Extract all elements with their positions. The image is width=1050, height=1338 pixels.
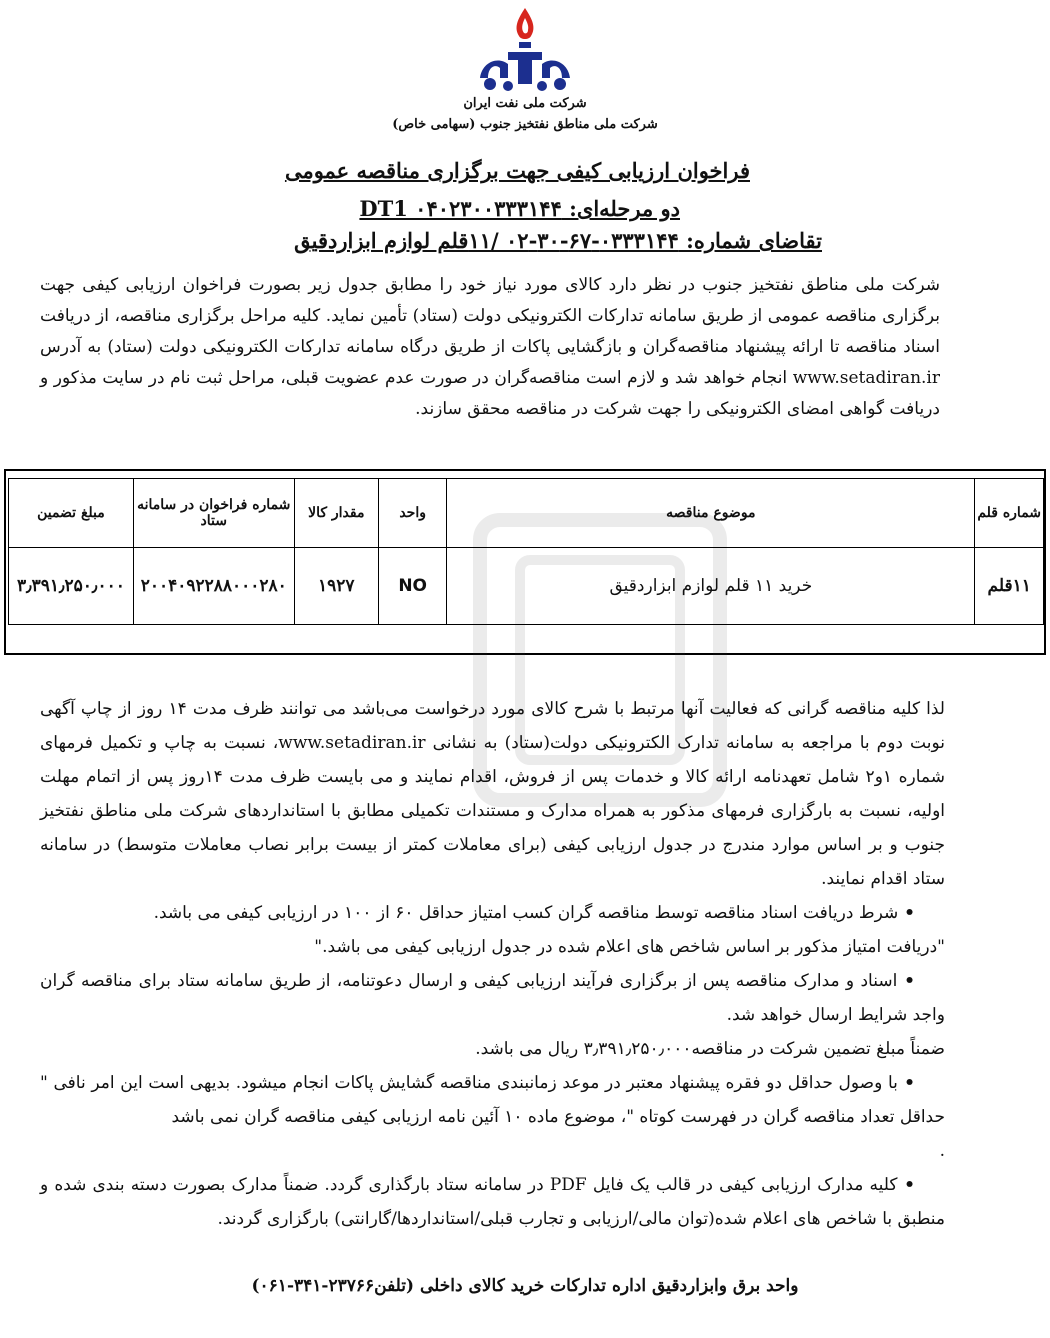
cell-setad-no: ۲۰۰۴۰۹۲۲۸۸۰۰۰۲۸۰ [133, 548, 294, 625]
notice-title: فراخوان ارزیابی کیفی جهت برگزاری مناقصه عمومی [284, 158, 750, 183]
header-item-no: شماره قلم [975, 479, 1044, 548]
cell-subject: خرید ۱۱ قلم لوازم ابزاردقیق [447, 548, 975, 625]
footer-contact: واحد برق وابزاردقیق اداره تدارکات خرید کالای داخلی (تلفن۲۳۷۶۶-۳۴۱-۰۶۱) [251, 1276, 799, 1296]
stage-number: دو مرحله‌ای: DT1 ۰۴۰۲۳۰۰۳۳۳۱۴۴ [359, 196, 680, 221]
request-number: تقاضای شماره: ۰۳۳۳۱۴۴-۶۷-۳۰-۰۲ /۱۱قلم لوازم ابزاردقیق [294, 228, 822, 253]
bullet-condition-note: "دریافت امتیاز مذکور بر اساس شاخص های اعلام شده در جدول ارزیابی کیفی می باشد." [314, 937, 945, 957]
intro-paragraph: شرکت ملی مناطق نفتخیز جنوب در نظر دارد کالای مورد نیاز خود را مطابق جدول زیر بصورت فراخوان ارزیابی کیفی جهت برگزاری مناقصه عمومی از طریق سامانه تدارکات الکترونیکی دولت (ستاد) تأمین نماید. کلیه مراحل برگزاری مناقصه، از دریافت اسناد مناقصه تا ارائه پیشنهاد مناقصه‌گران و بازگشایی پاکات از طریق درگاه سامانه تدارکات الکترونیکی دولت (ستاد) به آدرس www.setadiran.ir انجام خواهد شد و لازم است مناقصه‌گران در صورت عدم عضویت قبلی، مراحل ثبت نام در سایت مذکور و دریافت گواهی امضای الکترونیکی را جهت شرکت در مناقصه محقق سازند. [40, 275, 940, 419]
paragraph-main: لذا کلیه مناقصه گرانی که فعالیت آنها مرتبط با شرح کالای مورد درخواست می‌باشد می توانند ظرف مدت ۱۴ روز از چاپ آگهی نوبت دوم با مراجعه به سامانه تدارک الکترونیکی دولت(ستاد) به نشانی www.setadiran.ir، نسبت به چاپ و تکمیل فرمهای شماره ۱و۲ شامل تعهدنامه ارائه کالا و خدمات پس از فروش، اقدام نمایند و می بایست ظرف مدت ۱۴روز پس از اتمام مهلت اولیه، نسبت به بارگزاری فرمهای مذکور به همراه مدارک و مستندات تکمیلی مطابق با استانداردهای شرکت ملی مناطق نفتخیز جنوب و بر اساس موارد مندرج در جدول ارزیابی کیفی (برای معاملات کمتر از بیست برابر نصاب معاملات متوسط) در سامانه ستاد اقدام نمایند. [40, 699, 945, 889]
company-name: شرکت ملی نفت ایران [463, 96, 587, 111]
bullet-pdf: • کلیه مدارک ارزیابی کیفی در قالب یک فایل PDF در سامانه ستاد بارگذاری گردد. ضمناً مدارک بصورت دسته بندی شده و منطبق با شاخص های اعلام شده(توان مالی/ارزیابی و تجارب قبلی/استانداردها/گارانتی) بارگزاری گردند. [40, 1168, 945, 1236]
body-text [40, 692, 945, 1236]
company-subname: شرکت ملی مناطق نفتخیز جنوب (سهامی خاص) [392, 117, 658, 132]
cell-quantity: ۱۹۲۷ [294, 548, 378, 625]
cell-item-no: ۱۱قلم [975, 548, 1044, 625]
header-setad-no: شماره فراخوان در سامانه ستاد [133, 479, 294, 548]
table-header-row [9, 479, 1044, 548]
cell-unit: NO [378, 548, 446, 625]
bullet-condition: • شرط دریافت اسناد مناقصه توسط مناقصه گران کسب امتیاز حداقل ۶۰ از ۱۰۰ در ارزیابی کیفی می باشد. [40, 896, 945, 930]
bullet-opening: • با وصول حداقل دو فقره پیشنهاد معتبر در موعد زمانبندی مناقصه گشایش پاکات انجام میشود. بدیهی است این امر نافی " حداقل تعداد مناقصه گران در فهرست کوتاه "، موضوع ماده ۱۰ آئین نامه ارزیابی کیفی مناقصه گران نمی باشد [40, 1066, 945, 1134]
header-quantity: مقدار کالا [294, 479, 378, 548]
nioc-logo-icon [470, 4, 580, 94]
header-unit: واحد [378, 479, 446, 548]
guarantee-line: ضمناً مبلغ تضمین شرکت در مناقصه۳٫۳۹۱٫۲۵۰٫۰۰۰ ریال می باشد. [475, 1039, 945, 1059]
table-row [9, 548, 1044, 625]
bullet-opening-dot: . [939, 1141, 945, 1161]
bullet-documents: • اسناد و مدارک مناقصه پس از برگزاری فرآیند ارزیابی کیفی و ارسال دعوتنامه، از طریق سامانه ستاد برای مناقصه گران واجد شرایط ارسال خواهد شد. [40, 964, 945, 1032]
header-subject: موضوع مناقصه [447, 479, 975, 548]
tender-table [8, 478, 1044, 625]
header-guarantee: مبلغ تضمین [9, 479, 134, 548]
cell-guarantee: ۳٫۳۹۱٫۲۵۰٫۰۰۰ [9, 548, 134, 625]
